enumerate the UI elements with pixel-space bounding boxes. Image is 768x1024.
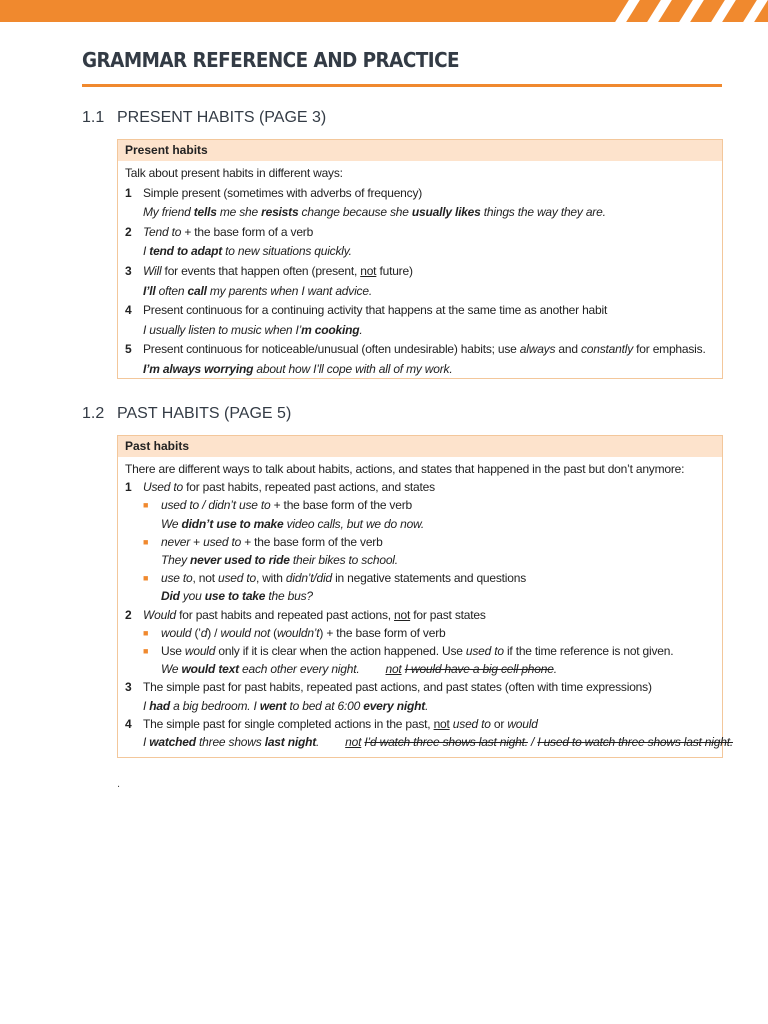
sub-example	[161, 551, 398, 569]
sub-rule-text	[161, 533, 398, 551]
sub-rule-use-would	[125, 642, 722, 678]
bullet-icon: ■	[143, 627, 149, 638]
present-habits-box	[117, 139, 723, 379]
ex-bold: I’ll	[143, 283, 156, 298]
rule-text: future)	[376, 263, 413, 278]
ex-text: I	[143, 735, 150, 750]
ex-bold: went	[259, 698, 287, 713]
rule-number: 1	[125, 185, 132, 200]
rule-3	[125, 262, 722, 282]
ex-strikethrough: I would have a big cell phone	[404, 662, 554, 677]
section-title: PRESENT HABITS (PAGE 3)	[117, 109, 327, 126]
rule-number: 4	[125, 716, 132, 731]
sub-example	[161, 660, 673, 678]
rule-text: ) /	[207, 625, 221, 640]
ex-text: /	[527, 735, 538, 750]
rule-text: , not	[192, 571, 218, 586]
rule-text: for past states	[410, 607, 486, 622]
rule-text: Use	[161, 644, 185, 659]
ex-bold: resists	[261, 205, 299, 220]
rule-text: + the base form of a verb	[181, 224, 314, 239]
sub-rule-text	[161, 496, 424, 514]
stripe-decoration	[645, 0, 675, 22]
rule-2	[125, 606, 722, 624]
rule-italic: never	[161, 534, 191, 549]
ex-bold: call	[187, 283, 207, 298]
sub-rule-text	[161, 569, 526, 587]
rule-text: in negative statements and questions	[331, 571, 527, 586]
ex-text: each other every night.	[238, 662, 360, 677]
rule-text: Present continuous for noticeable/unusual (often undesirable) habits; use	[143, 342, 520, 357]
ex-text: .	[316, 735, 320, 750]
rule-italic: would	[184, 644, 216, 659]
ex-text: .	[359, 322, 363, 337]
bullet-icon: ■	[143, 500, 149, 511]
rule-number: 5	[125, 342, 132, 357]
ex-text: about how I’ll cope with all of my work.	[253, 361, 453, 376]
ex-bold: would text	[181, 662, 239, 677]
stripe-decoration	[677, 0, 707, 22]
rule-italic: always	[519, 342, 556, 357]
box-body	[118, 457, 733, 751]
ex-bold: tend to adapt	[149, 244, 223, 259]
rule-text: The simple past for single completed actions in the past,	[143, 716, 434, 731]
ex-text: to new situations quickly.	[222, 244, 352, 259]
sub-rule-used-to	[125, 496, 722, 532]
box-title: Present habits	[118, 140, 722, 161]
rule-number: 3	[125, 680, 132, 695]
ex-text: We	[161, 662, 182, 677]
rule-text: ) + the base form of verb	[319, 625, 446, 640]
sub-rule-text	[161, 624, 445, 642]
ex-bold: Did	[161, 589, 180, 604]
rule-text: for past habits, repeated past actions, and states	[182, 480, 435, 495]
stray-mark: .	[117, 778, 121, 790]
ex-text: their bikes to school.	[289, 553, 398, 568]
ex-text: to bed at 6:00	[286, 698, 364, 713]
rule-text: or	[490, 716, 508, 731]
sub-example	[161, 587, 526, 605]
rule-italic: would not	[220, 625, 271, 640]
intro-text: There are different ways to talk about habits, actions, and states that happened in the past but don’t anymore:	[125, 462, 685, 476]
stripe-decoration	[709, 0, 739, 22]
box-title: Past habits	[118, 436, 722, 457]
rule-underline: not	[360, 263, 377, 278]
rule-4	[125, 715, 722, 733]
rule-italic: used to	[217, 571, 256, 586]
rule-number: 1	[125, 480, 132, 495]
ex-strikethrough: I used to watch three shows last night.	[537, 735, 733, 750]
ex-bold: had	[149, 698, 171, 713]
ex-text: .	[553, 662, 557, 677]
rule-italic: would	[507, 716, 538, 731]
rule-italic: Used to	[143, 480, 183, 495]
page-title: GRAMMAR REFERENCE AND PRACTICE	[82, 48, 460, 72]
ex-text: My friend	[143, 205, 194, 220]
rule-italic: wouldn’t	[276, 625, 320, 640]
rule-italic: constantly	[580, 342, 634, 357]
example-3	[125, 697, 722, 715]
ex-bold: m cooking	[301, 322, 360, 337]
ex-text: change because she	[298, 205, 412, 220]
ex-bold: never used to ride	[190, 553, 290, 568]
example-5	[125, 360, 722, 380]
sub-rule-use-to	[125, 569, 722, 605]
rule-italic: used to / didn’t use to	[161, 498, 271, 513]
ex-text: my parents when I want advice.	[206, 283, 372, 298]
ex-strikethrough: I’d watch three shows last night.	[364, 735, 528, 750]
rule-italic: Tend to	[143, 224, 182, 239]
rule-number: 2	[125, 224, 132, 239]
rule-text: if the time reference is not given.	[503, 644, 674, 659]
rule-text: , with	[255, 571, 286, 586]
ex-bold: every night	[363, 698, 426, 713]
ex-bold: tells	[193, 205, 217, 220]
ex-text: I	[143, 244, 150, 259]
stripe-decoration	[741, 0, 768, 22]
ex-text: a big bedroom. I	[170, 698, 260, 713]
section-number: 1.1	[82, 109, 105, 126]
ex-text: often	[155, 283, 188, 298]
ex-text: you	[179, 589, 205, 604]
example-2	[125, 242, 722, 262]
example-4	[125, 321, 722, 341]
section-heading-present-habits	[82, 109, 326, 127]
rule-number: 2	[125, 607, 132, 622]
rule-italic: Will	[143, 263, 162, 278]
ex-bold: watched	[149, 735, 196, 750]
rule-2	[125, 223, 722, 243]
rule-italic: d	[200, 625, 208, 640]
bullet-icon: ■	[143, 573, 149, 584]
past-habits-box	[117, 435, 733, 758]
orange-header-bar	[0, 0, 768, 22]
rule-text: and	[555, 342, 581, 357]
ex-not: not	[385, 662, 402, 677]
rule-italic: used to	[203, 534, 242, 549]
rule-1	[125, 184, 722, 204]
ex-text: three shows	[195, 735, 265, 750]
rule-italic: would	[161, 625, 192, 640]
rule-text: (’	[191, 625, 201, 640]
ex-bold: last night	[264, 735, 317, 750]
rule-text: Present continuous for a continuing activity that happens at the same time as another habit	[143, 303, 608, 318]
ex-text: I usually listen to music when I’	[143, 322, 302, 337]
example-3	[125, 282, 722, 302]
bullet-icon: ■	[143, 646, 149, 657]
title-underline	[82, 84, 722, 87]
rule-text: for emphasis.	[633, 342, 706, 357]
rule-text: + the base form of the verb	[270, 498, 412, 513]
rule-text: +	[190, 534, 204, 549]
box-body	[118, 161, 722, 380]
stripe-decoration	[613, 0, 643, 22]
rule-underline: not	[433, 716, 450, 731]
rule-text: for past habits and repeated past actions,	[176, 607, 395, 622]
ex-text: .	[425, 698, 429, 713]
rule-text: only if it is clear when the action happened. Use	[215, 644, 466, 659]
ex-text: the bus?	[265, 589, 313, 604]
section-title: PAST HABITS (PAGE 5)	[117, 405, 292, 422]
rule-italic: used to	[465, 644, 504, 659]
rule-4	[125, 301, 722, 321]
example-1	[125, 203, 722, 223]
section-number: 1.2	[82, 405, 105, 422]
ex-bold: I’m always worrying	[143, 361, 254, 376]
rule-italic: Would	[143, 607, 177, 622]
rule-text: Simple present (sometimes with adverbs of frequency)	[143, 185, 423, 200]
ex-bold: use to take	[204, 589, 266, 604]
ex-text: We	[161, 516, 182, 531]
intro-text: Talk about present habits in different ways:	[125, 166, 343, 180]
rule-5	[125, 340, 722, 360]
rule-text: (	[270, 625, 277, 640]
ex-not: not	[345, 735, 362, 750]
ex-text: video calls, but we do now.	[283, 516, 424, 531]
rule-underline: not	[394, 607, 411, 622]
ex-text: I	[143, 698, 150, 713]
ex-bold: usually likes	[411, 205, 481, 220]
ex-text: me she	[216, 205, 262, 220]
sub-rule-text	[161, 642, 673, 660]
rule-text: + the base form of the verb	[241, 534, 383, 549]
ex-text: They	[161, 553, 191, 568]
sub-rule-never-used-to	[125, 533, 722, 569]
sub-example	[161, 515, 424, 533]
rule-3	[125, 678, 722, 696]
rule-italic: use to	[161, 571, 193, 586]
rule-1	[125, 478, 722, 496]
rule-number: 4	[125, 303, 132, 318]
example-4	[125, 733, 733, 751]
rule-italic: didn’t/did	[285, 571, 332, 586]
rule-number: 3	[125, 263, 132, 278]
sub-rule-would	[125, 624, 722, 642]
rule-text: for events that happen often (present,	[161, 263, 361, 278]
ex-bold: didn’t use to make	[181, 516, 284, 531]
rule-text: The simple past for past habits, repeated past actions, and past states (often with time expressions)	[143, 680, 652, 695]
rule-italic: used to	[452, 716, 491, 731]
ex-text: things the way they are.	[480, 205, 606, 220]
section-heading-past-habits	[82, 405, 291, 423]
bullet-icon: ■	[143, 536, 149, 547]
